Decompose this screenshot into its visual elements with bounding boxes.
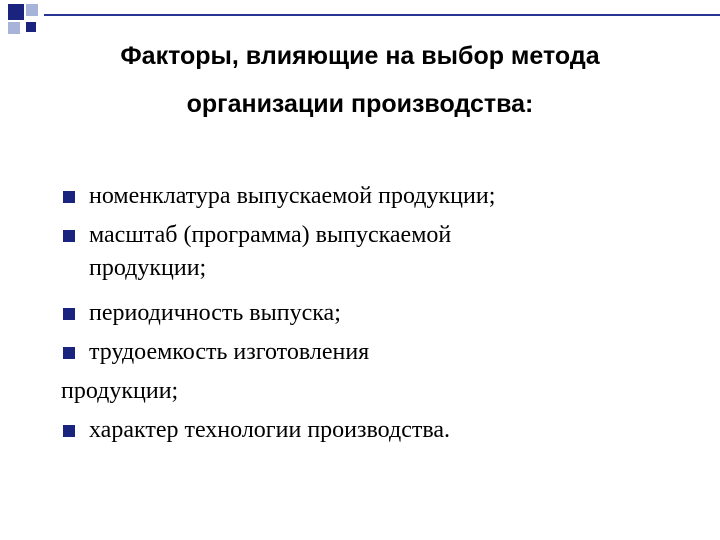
- slide-title: [0, 32, 720, 128]
- title-line-2: организации производства:: [186, 90, 534, 118]
- list-item-text: продукции;: [61, 378, 179, 404]
- decor-square-dark: [8, 4, 24, 20]
- square-bullet-icon: [63, 191, 75, 203]
- factor-list: [0, 180, 720, 447]
- list-item-text: масштаб (программа) выпускаемой: [89, 222, 452, 248]
- header-rule: [44, 14, 720, 16]
- title-line-1: Факторы, влияющие на выбор метода: [120, 42, 600, 70]
- square-bullet-icon: [63, 230, 75, 242]
- list-item-text: продукции;: [89, 255, 207, 281]
- list-item-text: характер технологии производства.: [89, 417, 450, 443]
- list-item-continuation: [0, 252, 720, 285]
- decor-square-dark: [26, 22, 36, 32]
- list-item: [0, 219, 720, 252]
- decor-square-light: [26, 4, 38, 16]
- list-item-text: трудоемкость изготовления: [89, 339, 370, 365]
- list-item: [0, 414, 720, 447]
- square-bullet-icon: [63, 308, 75, 320]
- list-item: [0, 336, 720, 369]
- list-item: [0, 180, 720, 213]
- square-bullet-icon: [63, 425, 75, 437]
- square-bullet-icon: [63, 347, 75, 359]
- list-item-plain: [0, 375, 720, 408]
- list-item-text: периодичность выпуска;: [89, 300, 341, 326]
- list-item-text: номенклатура выпускаемой продукции;: [89, 183, 496, 209]
- list-item: [0, 297, 720, 330]
